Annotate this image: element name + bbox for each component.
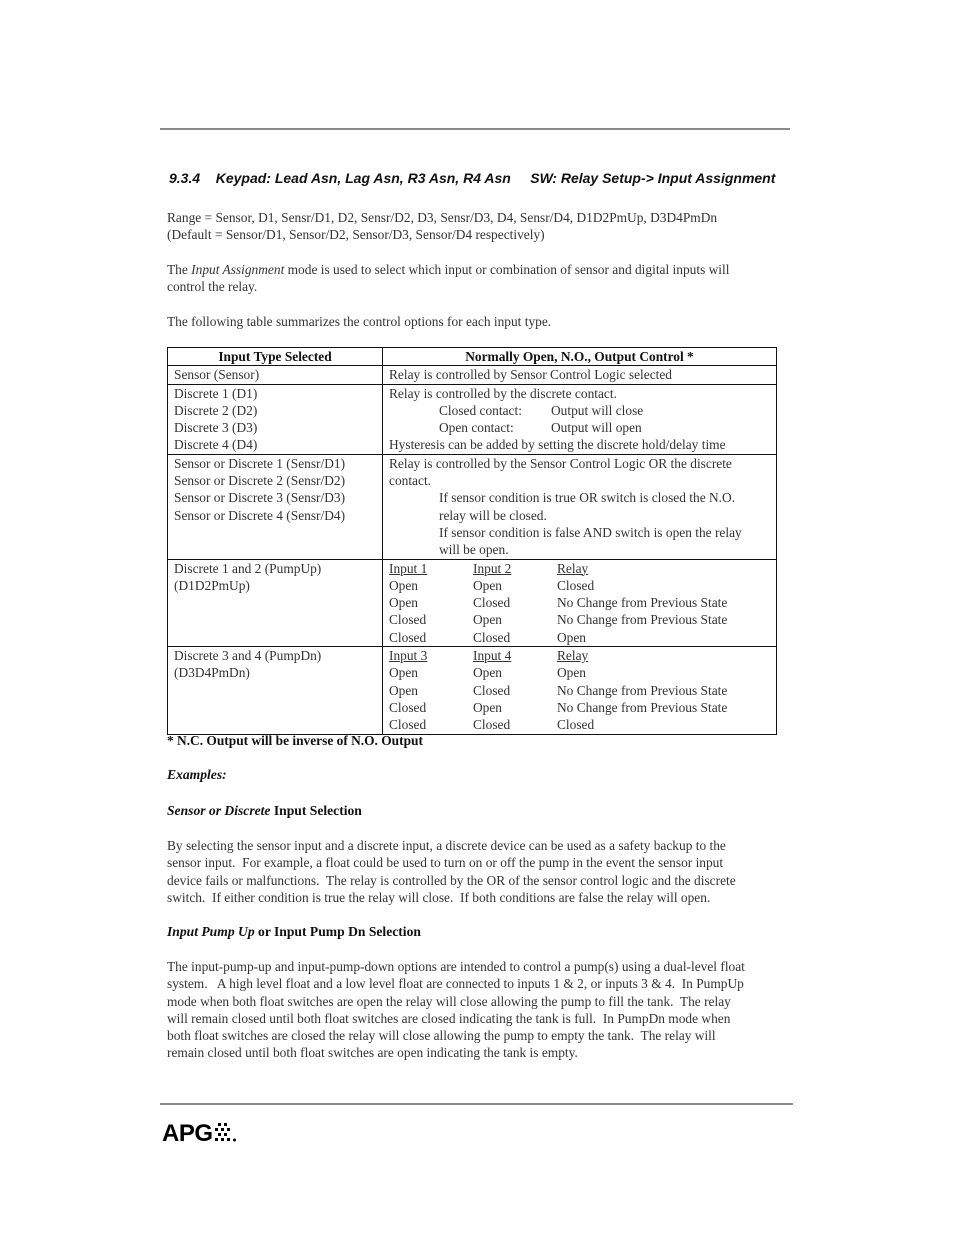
table-row <box>168 366 777 384</box>
examples-heading: Examples: <box>167 767 227 782</box>
pumpup-truth-table: Input 1 Input 2 Relay Open Open Closed Open Closed No Change from Previous State Closed Open No Change from Previous State Closed Closed Open <box>389 560 728 645</box>
logo-dot-grid-icon <box>215 1123 237 1143</box>
intro-text: The Input Assignment mode is used to select which input or combination of sensor and digital inputs will control the relay. <box>167 262 730 295</box>
control-cell <box>383 647 777 734</box>
table-header-row <box>168 348 777 366</box>
table-row <box>168 559 777 646</box>
header-divider <box>160 128 790 130</box>
pump-selection-paragraph: The input-pump-up and input-pump-down options are intended to control a pump(s) using a dual-level float system. A high level float and a low level float are connected to inputs 1 & 2, or inputs 3 & 4. In PumpUp mode when both float switches are open the relay will close allowing the pump to fill the tank. The relay will remain closed until both float switches are closed indicating the tank is full. In PumpDn mode when both float switches are closed the relay will close allowing the pump to empty the tank. The relay will remain closed until both float switches are open indicating the tank is empty. <box>167 959 745 1061</box>
input-type-cell: Discrete 3 and 4 (PumpDn) (D3D4PmDn) <box>168 647 383 734</box>
input-type-cell: Sensor or Discrete 1 (Sensr/D1) Sensor or Discrete 2 (Sensr/D2) Sensor or Discrete 3 (Sensr/D3) Sensor or Discrete 4 (Sensr/D4) <box>168 454 383 559</box>
control-cell: Relay is controlled by the Sensor Control Logic OR the discrete contact. If sensor condition is true OR switch is closed the N.O. relay will be closed. If sensor condition is false AND switch is open the relay will be open. <box>383 454 777 559</box>
pumpdn-truth-table: Input 3 Input 4 Relay Open Open Open Open Closed No Change from Previous State Closed Open No Change from Previous State Closed Closed Closed <box>389 648 728 733</box>
sensor-discrete-paragraph: By selecting the sensor input and a discrete input, a discrete device can be used as a safety backup to the sensor input. For example, a float could be used to turn on or off the pump in the event the sensor input device fails or malfunctions. The relay is controlled by the OR of the sensor control logic and the discrete switch. If either condition is true the relay will close. If both conditions are false the relay will open. <box>167 838 736 905</box>
subheading-sensor-discrete: Sensor or Discrete Input Selection <box>167 803 362 818</box>
table-row <box>168 384 777 454</box>
subheading-pump-selection: Input Pump Up or Input Pump Dn Selection <box>167 924 421 939</box>
control-cell <box>383 559 777 646</box>
column-header: Normally Open, N.O., Output Control * <box>383 348 777 366</box>
table-footnote: * N.C. Output will be inverse of N.O. Output <box>167 733 423 748</box>
input-type-cell: Discrete 1 (D1) Discrete 2 (D2) Discrete 3 (D3) Discrete 4 (D4) <box>168 384 383 454</box>
input-type-cell: Discrete 1 and 2 (PumpUp) (D1D2PmUp) <box>168 559 383 646</box>
table-row <box>168 454 777 559</box>
control-cell: Relay is controlled by Sensor Control Logic selected <box>383 366 777 384</box>
apg-logo: APG <box>162 1122 237 1146</box>
footer-divider <box>160 1103 793 1105</box>
input-type-table <box>167 347 777 735</box>
input-type-cell: Sensor (Sensor) <box>168 366 383 384</box>
table-row <box>168 647 777 734</box>
section-heading: 9.3.4 Keypad: Lead Asn, Lag Asn, R3 Asn, R4 Asn SW: Relay Setup-> Input Assignment <box>169 170 776 186</box>
control-cell: Relay is controlled by the discrete contact. Closed contact: Output will close Open contact: Output will open Hysteresis can be added by setting the discrete hold/delay time <box>383 384 777 454</box>
table-intro-text: The following table summarizes the control options for each input type. <box>167 314 552 329</box>
column-header: Input Type Selected <box>168 348 383 366</box>
range-text: Range = Sensor, D1, Sensr/D1, D2, Sensr/D2, D3, Sensr/D3, D4, Sensr/D4, D1D2PmUp, D3D4PmDn (Default = Sensor/D1, Sensor/D2, Sensor/D3, Sensor/D4 respectively) <box>167 210 718 243</box>
